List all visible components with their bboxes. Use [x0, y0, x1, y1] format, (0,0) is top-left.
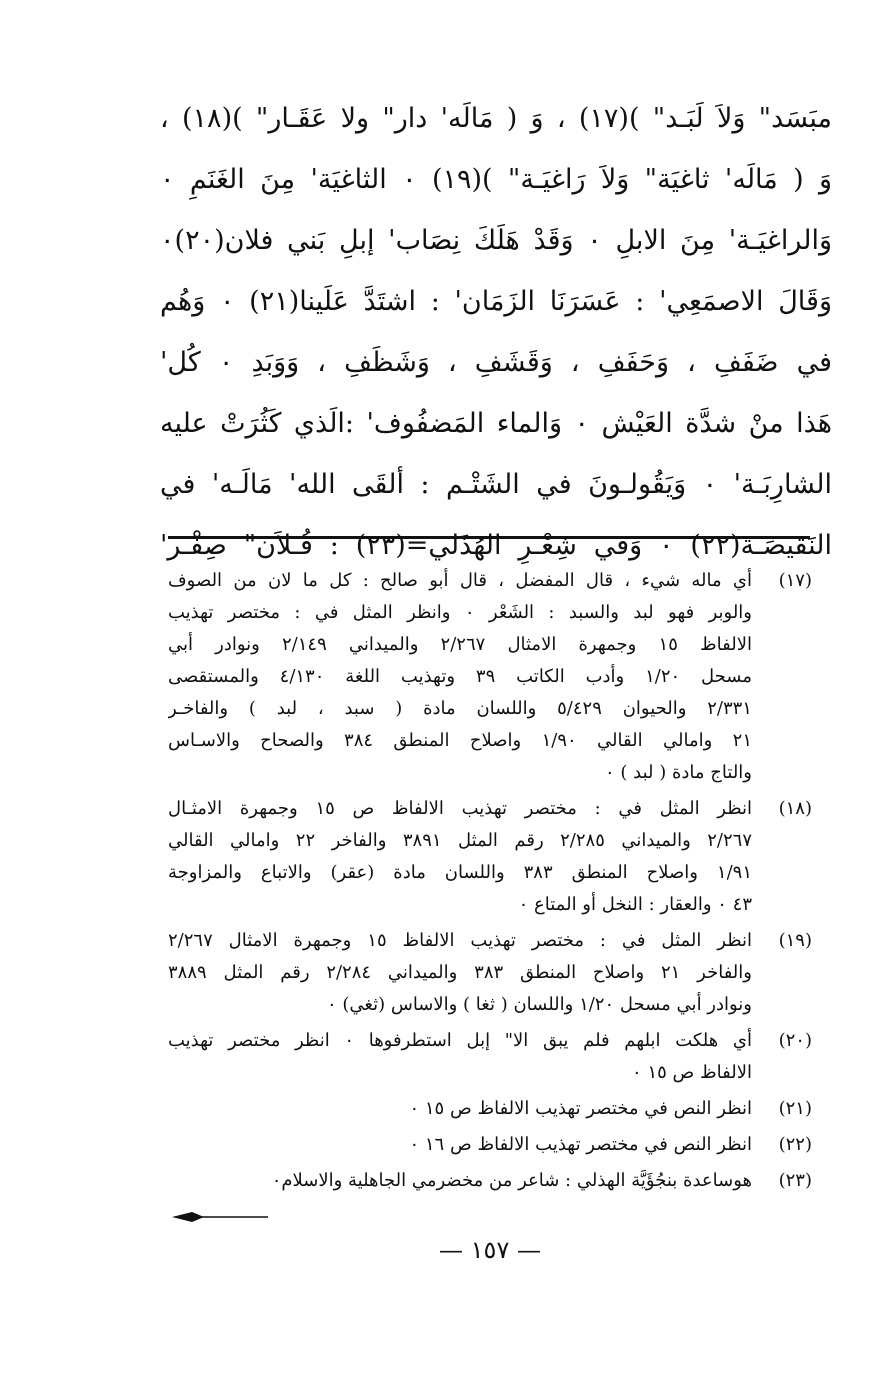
page-number: — ١٥٧ — — [439, 1236, 541, 1264]
footnote-line: الالفاظ ١٥ وجمهرة الامثال ٢/٢٦٧ والميداني ٢/١٤٩ ونوادر أبي — [168, 634, 752, 655]
footnote-line: انظر المثل في : مختصر تهذيب الالفاظ ص ١٥ وجمهرة الامثـال — [168, 798, 752, 819]
footnote-22 — [168, 1129, 812, 1161]
footnote-number: (١٨) — [778, 798, 812, 819]
main-text-line: وَ ( مَالَه' ثاغيَة" وَلاَ رَاغيَـة" )(١٩) ٠ الثاغيَة' مِنَ الغَنَمِ ٠ — [160, 164, 832, 195]
footnote-line: ٤٣ ٠ والعقار : النخل أو المتاع ٠ — [518, 894, 752, 915]
footnote-line: والتاج مادة ( لبد ) ٠ — [605, 762, 752, 783]
ornament-diamond-shape — [172, 1212, 204, 1222]
footnote-body — [168, 1025, 752, 1089]
footnote-line: ٢/٣٣١ والحيوان ٥/٤٢٩ واللسان مادة ( سبد ، لبد ) والفاخـر — [168, 698, 752, 719]
footnote-line: انظر المثل في : مختصر تهذيب الالفاظ ١٥ وجمهرة الامثال ٢/٢٦٧ — [168, 930, 752, 951]
footnote-separator-rule — [168, 536, 810, 539]
footnote-18 — [168, 793, 812, 921]
footnote-21 — [168, 1093, 812, 1125]
footnote-line: أي هلكت ابلهم فلم يبق الا" إبل استطرفوها ٠ انظر مختصر تهذيب — [168, 1030, 752, 1051]
footnote-number: (٢٣) — [778, 1170, 812, 1191]
footnote-body — [168, 793, 752, 921]
footnote-number: (١٩) — [778, 930, 812, 951]
main-text-line: النَقيصَـة(٢٢) ٠ وَفي شِعْـرِ الهُذَلي=(٢٣) : فُـلاَن" صِفْـر' — [160, 530, 832, 561]
main-text-line: في ضَفَفِ ، وَحَفَفِ ، وَقَشَفِ ، وَشَظَفِ ، وَوَبَدِ ٠ كُل' — [160, 347, 832, 378]
footnote-line: مسحل ١/٢٠ وأدب الكاتب ٣٩ وتهذيب اللغة ٤/١٣٠ والمستقصى — [168, 666, 752, 687]
main-text-line: مبَسَد" وَلاَ لَبَـد" )(١٧) ، وَ ( مَالَه' دار" ولا عَقَـار" )(١٨) ، — [160, 103, 832, 134]
footnote-line: ١/٩١ واصلاح المنطق ٣٨٣ واللسان مادة (عقر) والاتباع والمزاوجة — [168, 862, 752, 883]
footnote-number: (٢٠) — [778, 1030, 812, 1051]
footnote-line: والفاخر ٢١ واصلاح المنطق ٣٨٣ والميداني ٢/٢٨٤ رقم المثل ٣٨٨٩ — [168, 962, 752, 983]
footnote-17 — [168, 565, 812, 789]
main-text-block — [160, 88, 832, 576]
footnote-body — [168, 1129, 752, 1161]
footnote-line: انظر النص في مختصر تهذيب الالفاظ ص ١٦ ٠ — [409, 1134, 752, 1155]
footnote-body — [168, 565, 752, 789]
footnote-20 — [168, 1025, 812, 1089]
footnote-line: أي ماله شيء ، قال المفضل ، قال أبو صالح : كل ما لان من الصوف — [168, 570, 752, 591]
main-text-line: الشارِبَـة' ٠ وَيَقُولـونَ في الشَتْـم : ألقَى الله' مَالَـه' في — [160, 469, 832, 500]
tapered-rule-ornament-icon — [170, 1210, 270, 1224]
main-text-line: وَالراغيَـة' مِنَ الابلِ ٠ وَقَدْ هَلَكَ نِصَاب' إبلِ بَني فلان(٢٠)٠ — [160, 225, 832, 256]
footnote-number: (٢١) — [778, 1098, 812, 1119]
footnote-number: (١٧) — [778, 570, 812, 591]
footnote-line: ٢١ وامالي القالي ١/٩٠ واصلاح المنطق ٣٨٤ والصحاح والاسـاس — [168, 730, 752, 751]
footnote-line: ونوادر أبي مسحل ١/٢٠ واللسان ( ثغا ) والاساس (ثغي) ٠ — [326, 994, 752, 1015]
footnote-line: الالفاظ ص ١٥ ٠ — [632, 1062, 752, 1083]
footnote-line: هوساعدة بنجُؤَيَّة الهذلي : شاعر من مخضرمي الجاهلية والاسلام٠ — [271, 1170, 752, 1191]
main-text-line: وَقَالَ الاصمَعِي' : عَسَرَنَا الزَمَان' : اشتَدَّ عَلَينا(٢١) ٠ وَهُم — [160, 286, 832, 317]
footnotes-section — [168, 565, 812, 1201]
footnote-23 — [168, 1165, 812, 1197]
footnote-line: والوبر فهو لبد والسبد : الشَعْر ٠ وانظر المثل في : مختصر تهذيب — [168, 602, 752, 623]
footnote-19 — [168, 925, 812, 1021]
footnote-body — [168, 1093, 752, 1125]
footnote-number: (٢٢) — [778, 1134, 812, 1155]
footnote-body — [168, 925, 752, 1021]
footnote-line: ٢/٢٦٧ والميداني ٢/٢٨٥ رقم المثل ٣٨٩١ والفاخر ٢٢ وامالي القالي — [168, 830, 752, 851]
main-text-line: هَذا منْ شدَّة العَيْش ٠ وَالماء المَضفُوف' :الَذي كَثُرَتْ عليه — [160, 408, 832, 439]
footnote-line: انظر النص في مختصر تهذيب الالفاظ ص ١٥ ٠ — [409, 1098, 752, 1119]
footnote-body — [168, 1165, 752, 1197]
